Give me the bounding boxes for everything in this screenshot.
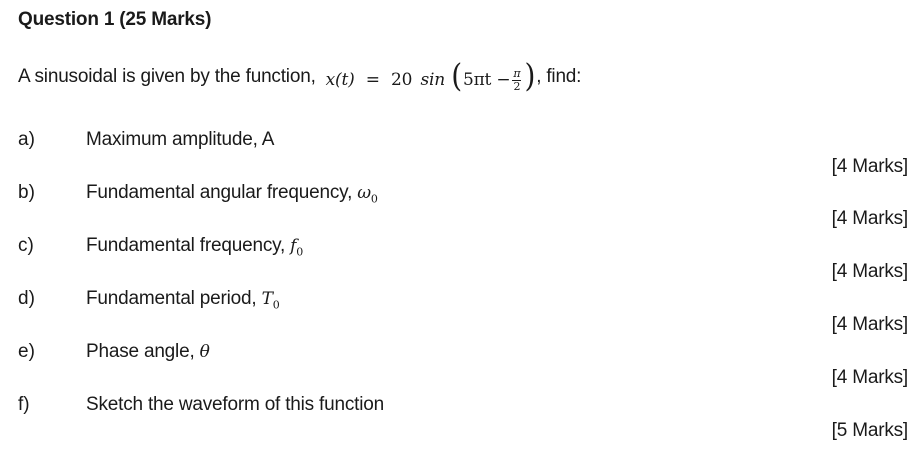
frequency-symbol <box>290 236 304 259</box>
item-marks: [4 Marks] <box>831 314 908 335</box>
function-arg: 5πt − <box>462 70 511 90</box>
symbol-char: ω <box>357 183 371 203</box>
symbol-subscript: 0 <box>296 245 304 259</box>
item-marks: [4 Marks] <box>831 208 908 229</box>
item-label: Sketch the waveform of this function <box>86 394 385 415</box>
item-text <box>86 182 378 205</box>
function-lhs: x(t) <box>325 70 355 90</box>
question-intro <box>18 56 582 95</box>
item-label: Fundamental period, <box>86 288 262 309</box>
function-expression <box>325 56 537 95</box>
item-letter: c) <box>18 235 34 256</box>
item-label: Fundamental frequency, <box>86 235 291 256</box>
function-equals: = <box>365 70 380 90</box>
symbol-char: f <box>290 236 297 256</box>
item-text <box>86 235 303 258</box>
item-letter: e) <box>18 341 35 362</box>
item-label: Maximum amplitude, A <box>86 129 275 150</box>
function-coefficient: 20 <box>391 70 413 90</box>
intro-suffix: , find: <box>536 66 582 88</box>
left-paren: ( <box>451 56 462 95</box>
symbol-char: T <box>261 289 273 309</box>
fraction-numerator: π <box>513 67 521 81</box>
period-symbol <box>261 289 280 312</box>
symbol-subscript: 0 <box>272 298 280 312</box>
symbol-char: θ <box>199 342 210 362</box>
question-heading: Question 1 (25 Marks) <box>18 9 212 30</box>
item-label: Phase angle, <box>86 341 200 362</box>
item-marks: [4 Marks] <box>831 156 908 177</box>
item-marks: [5 Marks] <box>831 420 908 441</box>
item-text <box>86 288 280 311</box>
item-marks: [4 Marks] <box>831 367 908 388</box>
theta-symbol <box>200 342 210 362</box>
item-letter: a) <box>18 129 35 150</box>
fraction-denominator: 2 <box>513 80 521 93</box>
item-marks: [4 Marks] <box>831 261 908 282</box>
item-letter: f) <box>18 394 30 415</box>
omega-symbol <box>357 183 378 206</box>
item-letter: d) <box>18 288 35 309</box>
item-letter: b) <box>18 182 35 203</box>
intro-text: A sinusoidal is given by the function, <box>18 66 316 88</box>
item-text <box>86 129 274 151</box>
right-paren: ) <box>524 56 536 95</box>
symbol-subscript: 0 <box>370 192 378 206</box>
function-name: sin <box>420 70 445 90</box>
item-text <box>86 341 210 363</box>
phase-fraction <box>512 68 521 92</box>
item-label: Fundamental angular frequency, <box>86 182 358 203</box>
item-text <box>86 394 384 416</box>
